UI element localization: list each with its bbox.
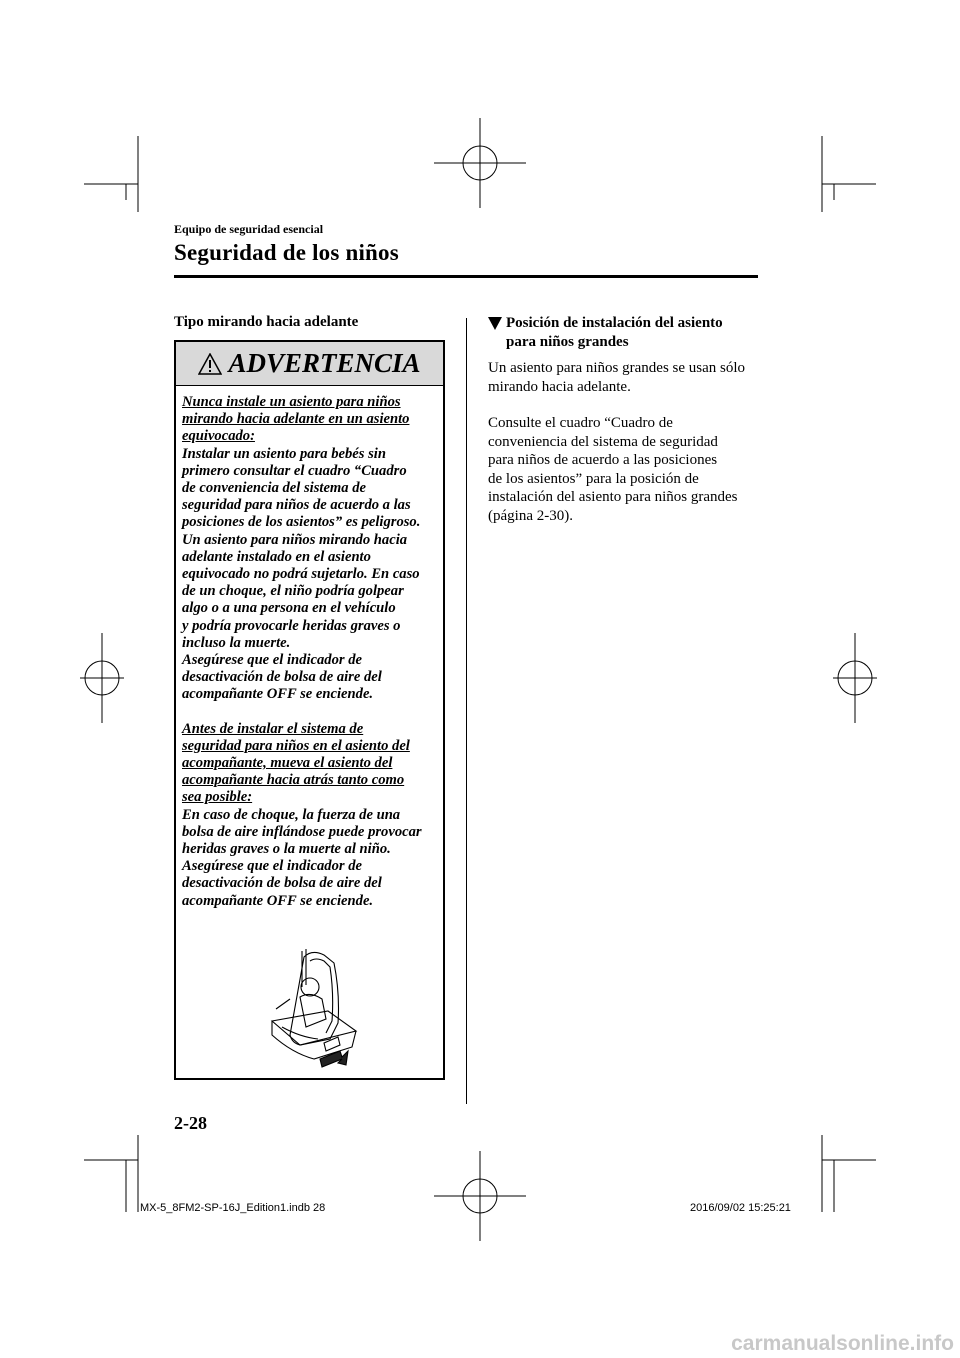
paragraph-line: Un asiento para niños grandes se usan sólo [488,360,746,376]
warning-line: equivocado: [182,428,255,445]
warning-line: primero consultar el cuadro “Cuadro [182,462,407,479]
warning-line: Asegúrese que el indicador de [182,858,362,875]
warning-line: acompañante, mueva el asiento del [182,755,393,772]
paragraph-line: mirando hacia adelante. [488,378,631,395]
warning-line: posiciones de los asientos” es peligroso. [182,514,421,531]
down-triangle-icon [488,316,502,330]
paragraph-line: instalación del asiento para niños grandes [488,489,738,505]
warning-line: acompañante hacia atrás tanto como [182,772,405,789]
warning-line: En caso de choque, la fuerza de una [182,806,401,823]
warning-line: sea posible: [182,789,253,806]
warning-box [174,340,445,1080]
warning-line: seguridad para niños de acuerdo a las [182,497,411,514]
warning-line: Antes de instalar el sistema de [182,720,364,737]
warning-line: desactivación de bolsa de aire del [182,875,382,892]
warning-line: equivocado no podrá sujetarlo. En caso [182,566,420,583]
column-divider [466,318,467,1104]
warning-line: seguridad para niños en el asiento del [182,737,410,754]
warning-line: Un asiento para niños mirando hacia [182,531,408,548]
footer-file: MX-5_8FM2-SP-16J_Edition1.indb 28 [140,1202,326,1214]
warning-line: Asegúrese que el indicador de [182,652,362,669]
paragraph-line: (página 2-30). [488,507,573,524]
warning-line: mirando hacia adelante en un asiento [182,411,410,428]
warning-line: algo o a una persona en el vehículo [182,600,396,617]
paragraph-line: conveniencia del sistema de seguridad [488,433,718,450]
right-heading-line1: Posición de instalación del asiento [506,315,723,331]
warning-line: adelante instalado en el asiento [182,548,371,565]
watermark: carmanualsonline.info [731,1332,954,1355]
right-heading-line2: para niños grandes [506,334,629,350]
page-number: 2-28 [174,1113,207,1133]
warning-spacer [182,704,444,721]
footer-timestamp: 2016/09/02 15:25:21 [690,1202,791,1214]
warning-line: acompañante OFF se enciende. [182,892,374,909]
section-title: Equipo de seguridad esencial [174,222,324,236]
chapter-title: Seguridad de los niños [174,240,399,265]
warning-line: de un choque, el niño podría golpear [182,583,404,600]
warning-text [182,394,444,910]
warning-line: heridas graves o la muerte al niño. [182,841,391,858]
right-paragraph-1 [488,359,768,396]
warning-line: bolsa de aire inflándose puede provocar [182,823,422,840]
warning-title: ADVERTENCIA [228,348,421,378]
warning-line: desactivación de bolsa de aire del [182,669,382,686]
paragraph-line: de los asientos” para la posición de [488,470,699,487]
warning-header [176,342,443,386]
warning-line: Instalar un asiento para bebés sin [182,445,386,462]
warning-line: y podría provocarle heridas graves o [182,617,401,634]
child-seat-illustration [264,947,360,1079]
paragraph-line: para niños de acuerdo a las posiciones [488,452,718,468]
warning-line: incluso la muerte. [182,634,291,651]
paragraph-line: Consulte el cuadro “Cuadro de [488,415,673,431]
warning-line: de conveniencia del sistema de [182,480,367,497]
right-paragraph-2 [488,414,768,525]
warning-triangle-icon [198,353,222,375]
left-subheading: Tipo mirando hacia adelante [174,314,359,330]
warning-line: acompañante OFF se enciende. [182,686,374,703]
header-rule [174,275,758,278]
warning-line: Nunca instale un asiento para niños [182,394,401,410]
